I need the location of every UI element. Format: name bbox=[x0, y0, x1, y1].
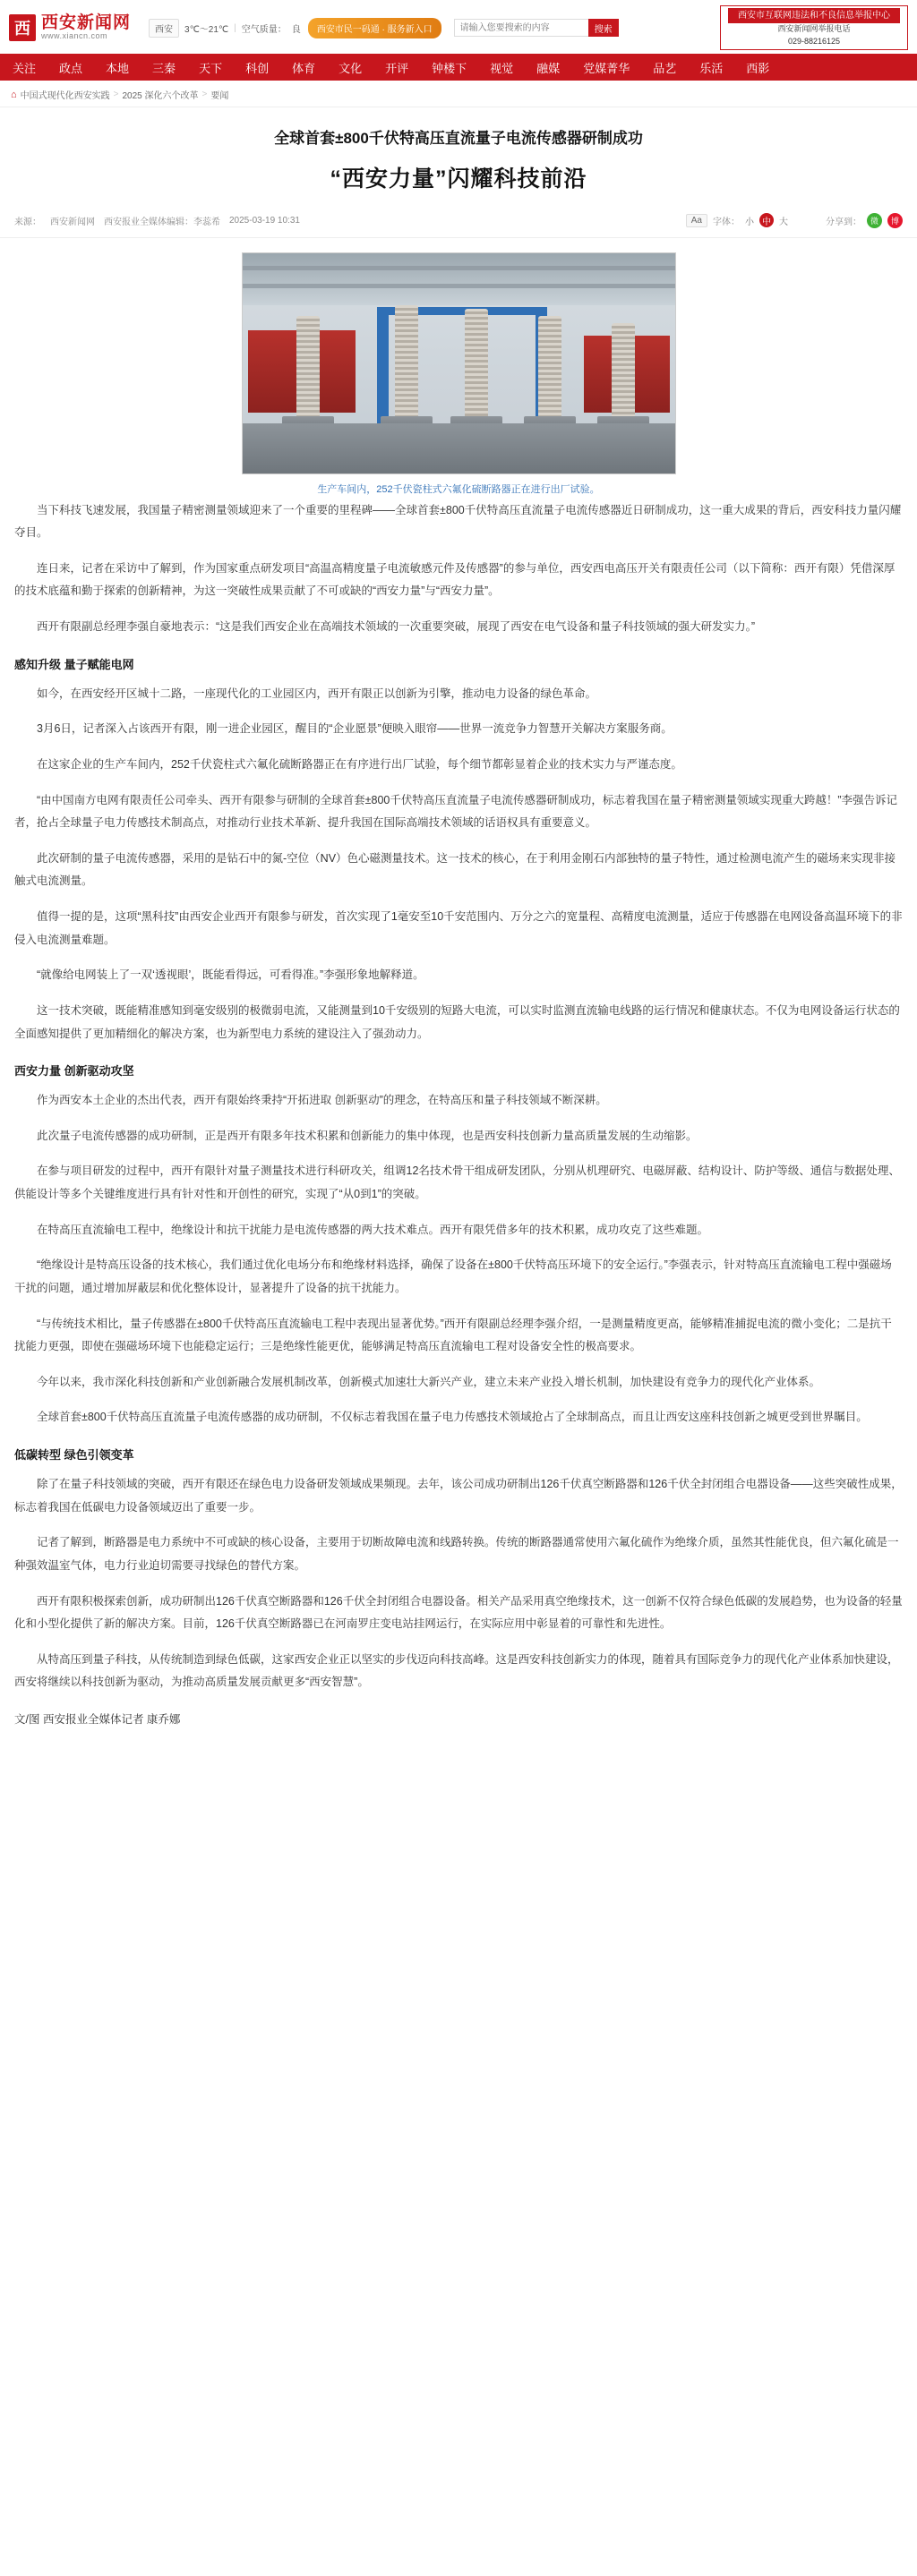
article-meta bbox=[0, 200, 917, 238]
search-input[interactable] bbox=[454, 19, 588, 37]
paragraph: “由中国南方电网有限责任公司牵头、西开有限参与研制的全球首套±800千伏特高压直流量子电流传感器研制成功，标志着我国在量子精密测量领域实现重大跨越！”李强告诉记者，抢占全球量子电力传感技术制高点，对推动行业技术革新、提升我国在国际高端技术领域的话语权具有重要意义。 bbox=[14, 793, 898, 830]
weather-widget bbox=[149, 19, 301, 38]
paragraph: 此次量子电流传感器的成功研制，正是西开有限多年技术积累和创新能力的集中体现，也是西安科技创新力量高质量发展的生动缩影。 bbox=[37, 1129, 698, 1142]
breadcrumb-divider-1: > bbox=[201, 90, 208, 99]
logo-name: 西安新闻网 bbox=[41, 13, 132, 33]
font-size-large[interactable]: 大 bbox=[779, 217, 788, 227]
meta-time: 2025-03-19 10:31 bbox=[229, 215, 300, 226]
meta-author: 西安报业全媒体编辑：李蕊希 bbox=[104, 217, 220, 227]
paragraph: 今年以来，我市深化科技创新和产业创新融合发展机制改革，创新模式加速壮大新兴产业，建立未来产业投入增长机制，加快建设有竞争力的现代化产业体系。 bbox=[37, 1375, 821, 1388]
search-box[interactable] bbox=[454, 19, 619, 37]
nav-item-5[interactable]: 科创 bbox=[245, 61, 270, 75]
weather-divider: | bbox=[234, 22, 236, 33]
article-body bbox=[0, 238, 917, 1754]
paragraph: 值得一提的是，这项“黑科技”由西安企业西开有限参与研发，首次实现了1毫安至10千安范围内、万分之六的宽量程、高精度电流测量，适应于传感器在电网设备高温环境下的非侵入电流测量难题。 bbox=[14, 910, 903, 946]
nav-item-2[interactable]: 本地 bbox=[106, 61, 130, 75]
nav-item-11[interactable]: 融媒 bbox=[536, 61, 561, 75]
nav-item-1[interactable]: 政点 bbox=[59, 61, 83, 75]
section-heading: 感知升级 量子赋能电网 bbox=[14, 657, 134, 671]
report-center-phone-label: 西安新闻网举报电话 bbox=[777, 24, 851, 33]
report-center-box[interactable] bbox=[720, 5, 908, 50]
meta-source[interactable]: 西安新闻网 bbox=[50, 217, 95, 227]
search-button[interactable]: 搜索 bbox=[588, 19, 619, 37]
nav-item-13[interactable]: 品艺 bbox=[653, 61, 677, 75]
nav-item-3[interactable]: 三秦 bbox=[152, 61, 176, 75]
nav-item-7[interactable]: 文化 bbox=[339, 61, 363, 75]
paragraph: 除了在量子科技领域的突破，西开有限还在绿色电力设备研发领域成果频现。去年，该公司成功研制出126千伏真空断路器和126千伏全封闭组合电器设备——这些突破性成果，标志着我国在低碳电力设备领域迈出了重要一步。 bbox=[14, 1478, 903, 1514]
paragraph: “绝缘设计是特高压设备的技术核心，我们通过优化电场分布和绝缘材料选择，确保了设备在±800千伏特高压环境下的安全运行。”李强表示，针对特高压直流输电工程中强磁场干扰的问题，通过增加屏蔽层和优化整体设计，显著提升了设备的抗干扰能力。 bbox=[14, 1258, 892, 1294]
font-size-label: 字体： bbox=[713, 217, 740, 227]
font-size-icon: Aa bbox=[686, 214, 707, 227]
paragraph: 此次研制的量子电流传感器，采用的是钻石中的氮-空位（NV）色心磁测量技术。这一技术的核心，在于利用金刚石内部独特的量子特性，通过检测电流产生的磁场来实现非接触式电流测量。 bbox=[14, 851, 896, 888]
page-title: “西安力量”闪耀科技前沿 bbox=[330, 166, 587, 192]
paragraph: 当下科技飞速发展，我国量子精密测量领域迎来了一个重要的里程碑——全球首套±800千伏特高压直流量子电流传感器近日研制成功，这一重大成果的背后，西安科技力量闪耀夺目。 bbox=[14, 503, 902, 540]
logo-mark-icon: 西 bbox=[9, 14, 36, 41]
paragraph: 作为西安本土企业的杰出代表，西开有限始终秉持“开拓进取 创新驱动”的理念，在特高压和量子科技领域不断深耕。 bbox=[37, 1094, 607, 1107]
article-figure bbox=[14, 252, 903, 496]
site-logo[interactable] bbox=[9, 14, 131, 41]
paragraph: 西开有限副总经理李强自豪地表示：“这是我们西安企业在高端技术领域的一次重要突破，展现了西安在电气设备和量子科技领域的强大研发实力。” bbox=[37, 620, 756, 633]
nav-item-15[interactable]: 西影 bbox=[746, 61, 770, 75]
paragraph: 在参与项目研发的过程中，西开有限针对量子测量技术进行科研攻关，组调12名技术骨干组成研发团队，分别从机理研究、电磁屏蔽、结构设计、防护等级、通信与数据处理、供能设计等多个关键维度进行具有针对性和开创性的研究，实现了“从0到1”的突破。 bbox=[14, 1164, 900, 1200]
weather-air-value: 良 bbox=[291, 24, 301, 35]
breadcrumb-item-2[interactable]: 要闻 bbox=[210, 91, 229, 101]
paragraph: 如今，在西安经开区城十二路，一座现代化的工业园区内，西开有限正以创新为引擎，推动电力设备的绿色革命。 bbox=[37, 687, 597, 700]
breadcrumb-item-0[interactable]: 中国式现代化西安实践 bbox=[20, 91, 110, 101]
paragraph: 记者了解到，断路器是电力系统中不可或缺的核心设备，主要用于切断故障电流和线路转换。传统的断路器通常使用六氟化硫作为绝缘介质，虽然其性能优良，但六氟化硫是一种强效温室气体，电力行业迫切需要寻找绿色的替代方案。 bbox=[14, 1536, 899, 1572]
breadcrumb bbox=[0, 81, 917, 107]
paragraph: 从特高压到量子科技，从传统制造到绿色低碳，这家西安企业正以坚实的步伐迈向科技高峰。这是西安科技创新实力的体现，随着具有国际竞争力的现代化产业体系加快建设，西安将继续以科技创新为驱动，为推动高质量发展贡献更多“西安智慧”。 bbox=[14, 1652, 899, 1689]
meta-source-label: 来源： bbox=[14, 217, 41, 227]
paragraph: 在特高压直流输电工程中，绝缘设计和抗干扰能力是电流传感器的两大技术难点。西开有限凭借多年的技术积累，成功攻克了这些难题。 bbox=[37, 1223, 709, 1236]
article-byline: 文/图 西安报业全媒体记者 康乔娜 bbox=[14, 1713, 181, 1726]
article-photo bbox=[242, 252, 676, 474]
weather-temp: 3℃～21℃ bbox=[184, 24, 229, 35]
nav-item-0[interactable]: 关注 bbox=[13, 61, 37, 75]
site-header bbox=[0, 0, 917, 54]
promo-banner[interactable]: 西安市民一码通 · 服务新入口 bbox=[308, 18, 441, 38]
main-nav bbox=[0, 54, 917, 81]
nav-item-4[interactable]: 天下 bbox=[199, 61, 223, 75]
paragraph: “与传统技术相比，量子传感器在±800千伏特高压直流输电工程中表现出显著优势。”西开有限副总经理李强介绍，一是测量精度更高，能够精准捕捉电流的微小变化；二是抗干扰能力更强，即使在强磁场环境下也能稳定运行；三是绝缘性能更优，能够满足特高压直流输电工程对设备安全性的极高要求。 bbox=[14, 1317, 892, 1353]
article-kicker: 全球首套±800千伏特高压直流量子电流传感器研制成功 bbox=[274, 130, 643, 147]
paragraph: 在这家企业的生产车间内，252千伏瓷柱式六氟化硫断路器正在有序进行出厂试验，每个细节都彰显着企业的技术实力与严谨态度。 bbox=[37, 757, 682, 771]
font-size-small[interactable]: 小 bbox=[745, 217, 754, 227]
nav-item-8[interactable]: 开评 bbox=[385, 61, 409, 75]
weather-city[interactable]: 西安 bbox=[149, 19, 179, 38]
figure-caption: 生产车间内，252千伏瓷柱式六氟化硫断路器正在进行出厂试验。 bbox=[317, 483, 600, 495]
wechat-share-icon[interactable]: 微 bbox=[867, 213, 882, 228]
nav-item-6[interactable]: 体育 bbox=[292, 61, 316, 75]
nav-item-10[interactable]: 视觉 bbox=[490, 61, 514, 75]
font-size-medium[interactable]: 中 bbox=[759, 213, 774, 227]
weibo-share-icon[interactable]: 博 bbox=[887, 213, 903, 228]
nav-item-12[interactable]: 党媒菁华 bbox=[583, 61, 630, 75]
title-area bbox=[0, 107, 917, 200]
section-heading: 低碳转型 绿色引领变革 bbox=[14, 1448, 134, 1462]
breadcrumb-divider-0: > bbox=[113, 90, 119, 99]
paragraph: 西开有限积极探索创新，成功研制出126千伏真空断路器和126千伏全封闭组合电器设备。相关产品采用真空绝缘技术，这一创新不仅符合绿色低碳的发展趋势，也为设备的轻量化和小型化提供了新的解决方案。目前，126千伏真空断路器已在河南罗庄变电站挂网运行，在实际应用中彰显着的可靠性和先进性。 bbox=[14, 1594, 903, 1631]
weather-air-label: 空气质量： bbox=[241, 24, 287, 35]
report-center-phone: 029-88216125 bbox=[787, 36, 841, 46]
paragraph: 连日来，记者在采访中了解到，作为国家重点研发项目“高温高精度量子电流敏感元件及传感器”的参与单位，西安西电高压开关有限责任公司（以下简称：西开有限）凭借深厚的技术底蕴和勤于探索的创新精神，为这一突破性成果贡献了不可或缺的“西安力量”与“西安力量”。 bbox=[14, 561, 896, 598]
nav-item-14[interactable]: 乐活 bbox=[699, 61, 724, 75]
section-heading: 西安力量 创新驱动攻坚 bbox=[14, 1064, 134, 1079]
breadcrumb-item-1[interactable]: 2025 深化六个改革 bbox=[122, 91, 199, 101]
paragraph: 全球首套±800千伏特高压直流量子电流传感器的成功研制，不仅标志着我国在量子电力传感技术领域抢占了全球制高点，而且让西安这座科技创新之城更受到世界瞩目。 bbox=[37, 1411, 868, 1424]
paragraph: “就像给电网装上了一双‘透视眼’，既能看得远，可看得准。”李强形象地解释道。 bbox=[37, 968, 424, 982]
nav-item-9[interactable]: 钟楼下 bbox=[432, 61, 467, 75]
logo-url: www.xiancn.com bbox=[41, 31, 108, 41]
share-label: 分享到： bbox=[826, 217, 861, 227]
report-center-title: 西安市互联网违法和不良信息举报中心 bbox=[728, 8, 900, 23]
paragraph: 3月6日，记者深入占该西开有限，刚一进企业园区，醒目的“企业愿景”便映入眼帘——世界一流竞争力智慧开关解决方案服务商。 bbox=[37, 722, 673, 736]
home-icon[interactable]: ⌂ bbox=[11, 89, 17, 100]
paragraph: 这一技术突破，既能精准感知到毫安级别的极微弱电流，又能测量到10千安级别的短路大电流，可以实时监测直流输电线路的运行情况和健康状态。不仅为电网设备运行状态的全面感知提供了更加精细化的解决方案，也为新型电力系统的建设注入了强劲动力。 bbox=[14, 1003, 900, 1040]
